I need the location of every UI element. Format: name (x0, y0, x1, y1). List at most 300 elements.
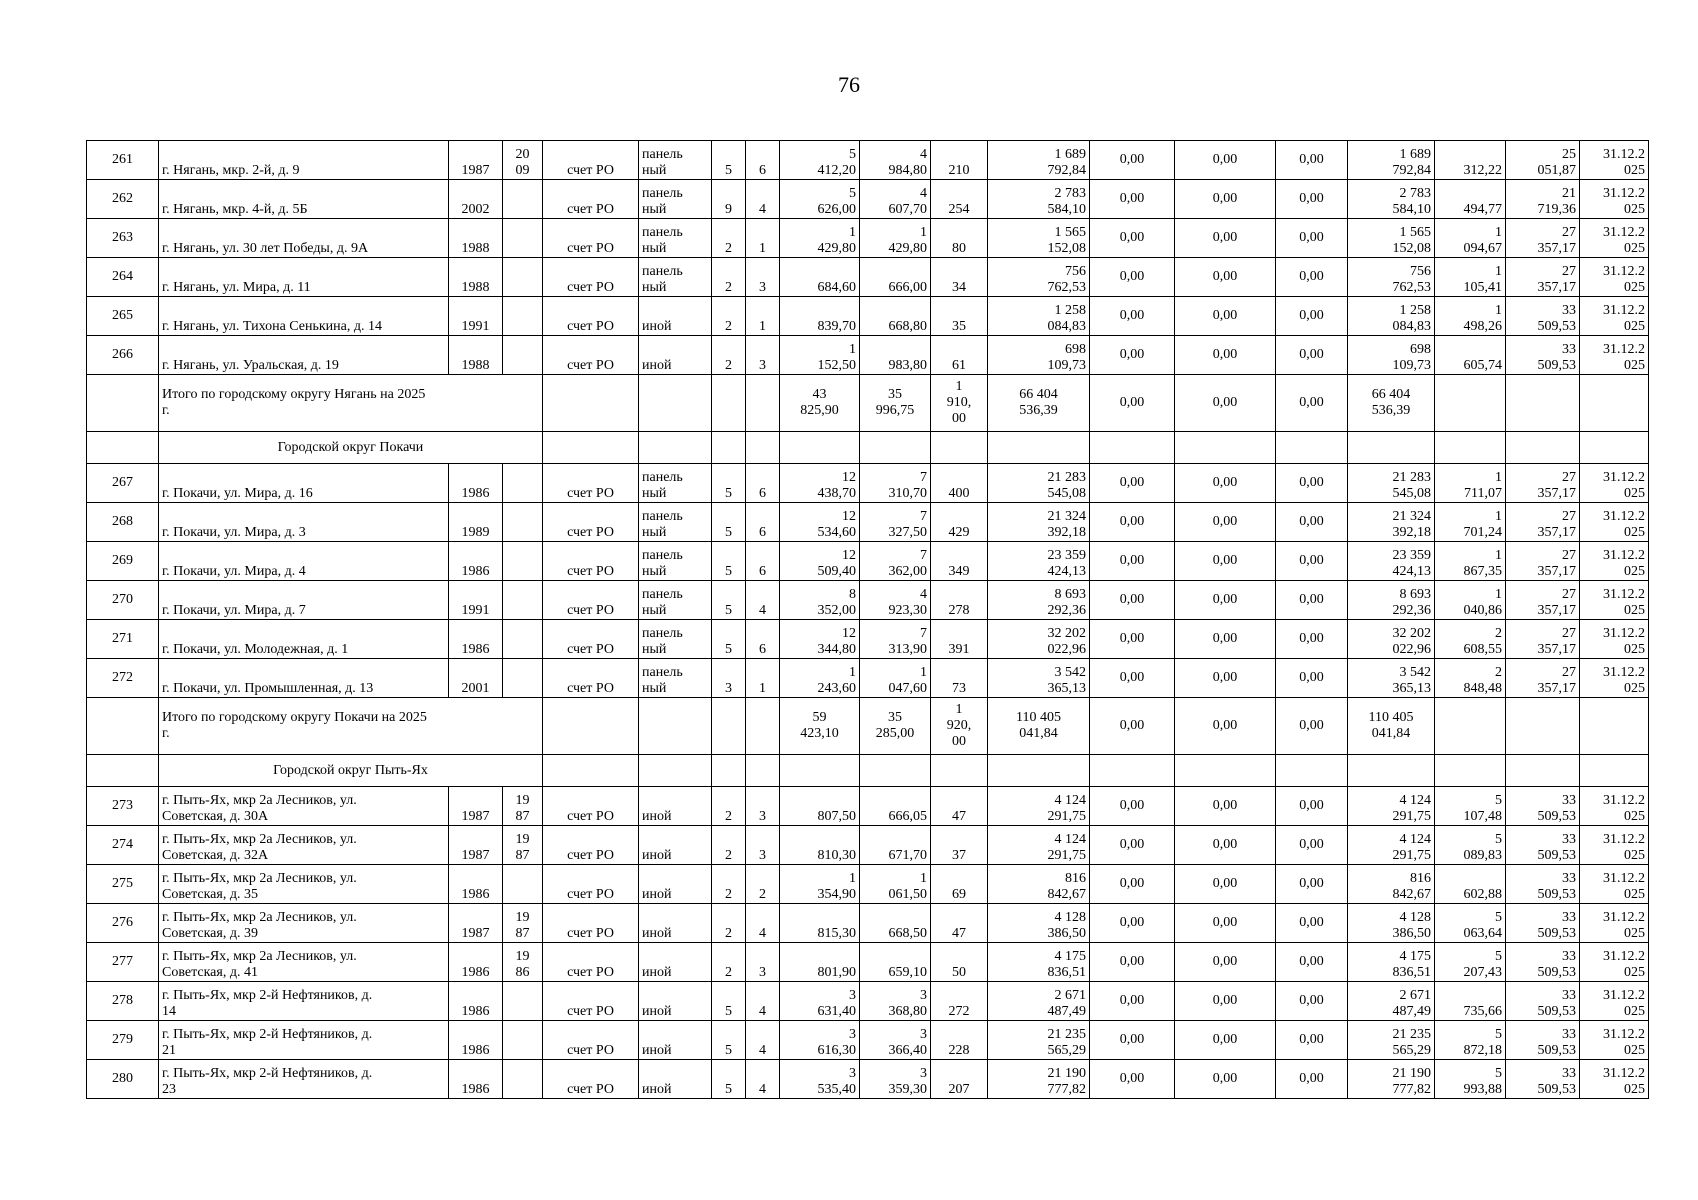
floors-cell: 2 (712, 219, 746, 258)
empty-cell (1435, 698, 1506, 755)
address-cell: г. Нягань, ул. Уральская, д. 19 (159, 336, 449, 375)
residents-cell: 254 (931, 180, 988, 219)
row-number-cell: 264 (87, 258, 159, 297)
total-area-cell: 801,90 (780, 943, 860, 982)
unit-cost-cell: 1 701,24 (1435, 503, 1506, 542)
cost-limit-cell: 33 509,53 (1506, 1021, 1580, 1060)
deadline-cell: 31.12.2 025 (1580, 1060, 1649, 1099)
wall-material-cell: иной (639, 336, 712, 375)
overhaul-year-cell (503, 336, 543, 375)
entrances-cell: 4 (746, 982, 780, 1021)
unit-cost-cell: 5 872,18 (1435, 1021, 1506, 1060)
residents-cell: 35 (931, 297, 988, 336)
other-funds-cell: 0,00 (1276, 982, 1348, 1021)
owners-fund-cell: 2 671 487,49 (1348, 982, 1435, 1021)
floors-cell: 5 (712, 982, 746, 1021)
empty-cell (639, 432, 712, 464)
empty-cell (1175, 432, 1276, 464)
empty-cell (1348, 755, 1435, 787)
owners-fund-cell: 23 359 424,13 (1348, 542, 1435, 581)
total-label-cell: Итого по городскому округу Нягань на 2025 г. (159, 375, 543, 432)
owners-fund-cell: 21 235 565,29 (1348, 1021, 1435, 1060)
owners-fund-cell: 4 124 291,75 (1348, 787, 1435, 826)
owners-fund-cell: 1 689 792,84 (1348, 141, 1435, 180)
cost-limit-cell: 33 509,53 (1506, 787, 1580, 826)
address-cell: г. Пыть-Ях, мкр 2-й Нефтяников, д. 23 (159, 1060, 449, 1099)
empty-cell (931, 755, 988, 787)
local-budget-cell: 0,00 (1175, 659, 1276, 698)
empty-cell (87, 755, 159, 787)
total-area-cell: 5 412,20 (780, 141, 860, 180)
floors-cell: 2 (712, 865, 746, 904)
address-cell: г. Нягань, ул. Мира, д. 11 (159, 258, 449, 297)
funding-source-cell: счет РО (543, 1060, 639, 1099)
residents-cell: 37 (931, 826, 988, 865)
funding-source-cell: счет РО (543, 865, 639, 904)
residents-cell: 61 (931, 336, 988, 375)
total-cost-cell: 816 842,67 (988, 865, 1090, 904)
funding-source-cell: счет РО (543, 258, 639, 297)
build-year-cell: 1988 (449, 336, 503, 375)
table-row (87, 180, 1649, 219)
floors-cell: 5 (712, 503, 746, 542)
deadline-cell: 31.12.2 025 (1580, 787, 1649, 826)
empty-cell (988, 432, 1090, 464)
local-budget-cell: 0,00 (1175, 581, 1276, 620)
deadline-cell: 31.12.2 025 (1580, 982, 1649, 1021)
funding-source-cell: счет РО (543, 464, 639, 503)
address-cell: г. Пыть-Ях, мкр 2а Лесников, ул. Советская, д. 35 (159, 865, 449, 904)
table-row (87, 787, 1649, 826)
total-area-cell: 3 631,40 (780, 982, 860, 1021)
wall-material-cell: панель ный (639, 503, 712, 542)
owners-fund-cell: 110 405 041,84 (1348, 698, 1435, 755)
total-area-cell: 12 438,70 (780, 464, 860, 503)
unit-cost-cell: 312,22 (1435, 141, 1506, 180)
regional-budget-cell: 0,00 (1090, 659, 1175, 698)
empty-cell (1506, 698, 1580, 755)
row-number-cell: 261 (87, 141, 159, 180)
row-number-cell: 272 (87, 659, 159, 698)
total-cost-cell: 66 404 536,39 (988, 375, 1090, 432)
table-row (87, 297, 1649, 336)
build-year-cell: 2002 (449, 180, 503, 219)
deadline-cell: 31.12.2 025 (1580, 943, 1649, 982)
total-cost-cell: 21 235 565,29 (988, 1021, 1090, 1060)
local-budget-cell: 0,00 (1175, 1060, 1276, 1099)
wall-material-cell: панель ный (639, 581, 712, 620)
residents-cell: 272 (931, 982, 988, 1021)
other-funds-cell: 0,00 (1276, 620, 1348, 659)
other-funds-cell: 0,00 (1276, 375, 1348, 432)
total-area-cell: 1 429,80 (780, 219, 860, 258)
living-area-cell: 3 366,40 (860, 1021, 931, 1060)
local-budget-cell: 0,00 (1175, 219, 1276, 258)
living-area-cell: 35 996,75 (860, 375, 931, 432)
other-funds-cell: 0,00 (1276, 336, 1348, 375)
wall-material-cell: панель ный (639, 659, 712, 698)
address-cell: г. Покачи, ул. Промышленная, д. 13 (159, 659, 449, 698)
empty-cell (1348, 432, 1435, 464)
table-row (87, 581, 1649, 620)
cost-limit-cell: 33 509,53 (1506, 297, 1580, 336)
owners-fund-cell: 21 324 392,18 (1348, 503, 1435, 542)
total-cost-cell: 698 109,73 (988, 336, 1090, 375)
regional-budget-cell: 0,00 (1090, 826, 1175, 865)
unit-cost-cell: 1 040,86 (1435, 581, 1506, 620)
address-cell: г. Пыть-Ях, мкр 2а Лесников, ул. Советская, д. 41 (159, 943, 449, 982)
empty-cell (1276, 755, 1348, 787)
regional-budget-cell: 0,00 (1090, 336, 1175, 375)
row-number-cell: 276 (87, 904, 159, 943)
living-area-cell: 4 923,30 (860, 581, 931, 620)
build-year-cell: 1988 (449, 258, 503, 297)
cost-limit-cell: 27 357,17 (1506, 464, 1580, 503)
floors-cell: 2 (712, 787, 746, 826)
deadline-cell: 31.12.2 025 (1580, 336, 1649, 375)
empty-cell (712, 698, 746, 755)
empty-cell (746, 698, 780, 755)
total-cost-cell: 4 124 291,75 (988, 826, 1090, 865)
table-row (87, 659, 1649, 698)
row-number-cell: 277 (87, 943, 159, 982)
owners-fund-cell: 4 128 386,50 (1348, 904, 1435, 943)
table-row (87, 1060, 1649, 1099)
deadline-cell: 31.12.2 025 (1580, 865, 1649, 904)
total-cost-cell: 2 783 584,10 (988, 180, 1090, 219)
unit-cost-cell: 2 848,48 (1435, 659, 1506, 698)
row-number-cell: 275 (87, 865, 159, 904)
empty-cell (543, 432, 639, 464)
cost-limit-cell: 27 357,17 (1506, 581, 1580, 620)
floors-cell: 2 (712, 297, 746, 336)
wall-material-cell: иной (639, 1060, 712, 1099)
total-cost-cell: 756 762,53 (988, 258, 1090, 297)
funding-source-cell: счет РО (543, 982, 639, 1021)
total-area-cell: 12 344,80 (780, 620, 860, 659)
total-area-cell: 807,50 (780, 787, 860, 826)
row-number-cell: 262 (87, 180, 159, 219)
total-cost-cell: 1 258 084,83 (988, 297, 1090, 336)
other-funds-cell: 0,00 (1276, 698, 1348, 755)
total-area-cell: 3 535,40 (780, 1060, 860, 1099)
cost-limit-cell: 33 509,53 (1506, 943, 1580, 982)
cost-limit-cell: 27 357,17 (1506, 659, 1580, 698)
row-number-cell: 265 (87, 297, 159, 336)
unit-cost-cell: 5 207,43 (1435, 943, 1506, 982)
residents-cell: 207 (931, 1060, 988, 1099)
build-year-cell: 1986 (449, 542, 503, 581)
total-cost-cell: 23 359 424,13 (988, 542, 1090, 581)
overhaul-year-cell (503, 659, 543, 698)
regional-budget-cell: 0,00 (1090, 620, 1175, 659)
address-cell: г. Пыть-Ях, мкр 2-й Нефтяников, д. 21 (159, 1021, 449, 1060)
total-area-cell: 1 152,50 (780, 336, 860, 375)
regional-budget-cell: 0,00 (1090, 865, 1175, 904)
table-row (87, 464, 1649, 503)
overhaul-year-cell: 19 87 (503, 826, 543, 865)
owners-fund-cell: 2 783 584,10 (1348, 180, 1435, 219)
deadline-cell: 31.12.2 025 (1580, 219, 1649, 258)
local-budget-cell: 0,00 (1175, 620, 1276, 659)
living-area-cell: 668,50 (860, 904, 931, 943)
other-funds-cell: 0,00 (1276, 464, 1348, 503)
entrances-cell: 1 (746, 219, 780, 258)
build-year-cell: 1991 (449, 581, 503, 620)
total-cost-cell: 21 283 545,08 (988, 464, 1090, 503)
funding-source-cell: счет РО (543, 336, 639, 375)
cost-limit-cell: 25 051,87 (1506, 141, 1580, 180)
local-budget-cell: 0,00 (1175, 464, 1276, 503)
floors-cell: 5 (712, 620, 746, 659)
wall-material-cell: иной (639, 297, 712, 336)
other-funds-cell: 0,00 (1276, 503, 1348, 542)
owners-fund-cell: 4 175 836,51 (1348, 943, 1435, 982)
total-area-cell: 815,30 (780, 904, 860, 943)
overhaul-year-cell: 19 87 (503, 787, 543, 826)
table-row (87, 943, 1649, 982)
regional-budget-cell: 0,00 (1090, 375, 1175, 432)
unit-cost-cell: 5 063,64 (1435, 904, 1506, 943)
owners-fund-cell: 66 404 536,39 (1348, 375, 1435, 432)
wall-material-cell: иной (639, 943, 712, 982)
section-header-row (87, 432, 1649, 464)
address-cell: г. Покачи, ул. Молодежная, д. 1 (159, 620, 449, 659)
total-cost-cell: 1 565 152,08 (988, 219, 1090, 258)
residents-cell: 47 (931, 787, 988, 826)
section-label-cell: Городской округ Покачи (159, 432, 543, 464)
overhaul-year-cell: 19 86 (503, 943, 543, 982)
empty-cell (746, 755, 780, 787)
residents-cell: 228 (931, 1021, 988, 1060)
row-number-cell: 267 (87, 464, 159, 503)
floors-cell: 2 (712, 258, 746, 297)
entrances-cell: 6 (746, 542, 780, 581)
deadline-cell: 31.12.2 025 (1580, 180, 1649, 219)
deadline-cell: 31.12.2 025 (1580, 581, 1649, 620)
wall-material-cell: панель ный (639, 542, 712, 581)
local-budget-cell: 0,00 (1175, 141, 1276, 180)
overhaul-year-cell (503, 297, 543, 336)
regional-budget-cell: 0,00 (1090, 219, 1175, 258)
build-year-cell: 1987 (449, 787, 503, 826)
address-cell: г. Пыть-Ях, мкр 2а Лесников, ул. Советская, д. 30А (159, 787, 449, 826)
build-year-cell: 1986 (449, 620, 503, 659)
living-area-cell: 659,10 (860, 943, 931, 982)
total-cost-cell: 4 175 836,51 (988, 943, 1090, 982)
address-cell: г. Нягань, ул. 30 лет Победы, д. 9А (159, 219, 449, 258)
local-budget-cell: 0,00 (1175, 787, 1276, 826)
entrances-cell: 6 (746, 141, 780, 180)
address-cell: г. Покачи, ул. Мира, д. 7 (159, 581, 449, 620)
build-year-cell: 1987 (449, 141, 503, 180)
total-area-cell: 810,30 (780, 826, 860, 865)
owners-fund-cell: 1 258 084,83 (1348, 297, 1435, 336)
regional-budget-cell: 0,00 (1090, 787, 1175, 826)
row-number-cell: 280 (87, 1060, 159, 1099)
wall-material-cell: панель ный (639, 464, 712, 503)
living-area-cell: 1 429,80 (860, 219, 931, 258)
cost-limit-cell: 27 357,17 (1506, 542, 1580, 581)
empty-cell (780, 432, 860, 464)
unit-cost-cell: 2 608,55 (1435, 620, 1506, 659)
empty-cell (1090, 755, 1175, 787)
overhaul-year-cell (503, 1021, 543, 1060)
build-year-cell: 1986 (449, 1060, 503, 1099)
total-row (87, 375, 1649, 432)
entrances-cell: 6 (746, 503, 780, 542)
entrances-cell: 6 (746, 464, 780, 503)
row-number-cell: 278 (87, 982, 159, 1021)
floors-cell: 2 (712, 904, 746, 943)
overhaul-year-cell (503, 982, 543, 1021)
empty-cell (1090, 432, 1175, 464)
deadline-cell: 31.12.2 025 (1580, 620, 1649, 659)
entrances-cell: 2 (746, 865, 780, 904)
living-area-cell: 671,70 (860, 826, 931, 865)
deadline-cell: 31.12.2 025 (1580, 659, 1649, 698)
total-cost-cell: 21 190 777,82 (988, 1060, 1090, 1099)
funding-source-cell: счет РО (543, 943, 639, 982)
cost-limit-cell: 21 719,36 (1506, 180, 1580, 219)
deadline-cell: 31.12.2 025 (1580, 503, 1649, 542)
table-row (87, 826, 1649, 865)
deadline-cell: 31.12.2 025 (1580, 1021, 1649, 1060)
build-year-cell: 1987 (449, 904, 503, 943)
local-budget-cell: 0,00 (1175, 258, 1276, 297)
regional-budget-cell: 0,00 (1090, 698, 1175, 755)
funding-source-cell: счет РО (543, 503, 639, 542)
overhaul-year-cell (503, 219, 543, 258)
table-row (87, 141, 1649, 180)
build-year-cell: 1986 (449, 1021, 503, 1060)
empty-cell (1435, 755, 1506, 787)
local-budget-cell: 0,00 (1175, 904, 1276, 943)
empty-cell (860, 432, 931, 464)
total-row (87, 698, 1649, 755)
empty-cell (1276, 432, 1348, 464)
address-cell: г. Покачи, ул. Мира, д. 4 (159, 542, 449, 581)
total-cost-cell: 1 689 792,84 (988, 141, 1090, 180)
table-row (87, 542, 1649, 581)
build-year-cell: 1986 (449, 865, 503, 904)
row-number-cell: 269 (87, 542, 159, 581)
floors-cell: 5 (712, 581, 746, 620)
residents-cell: 391 (931, 620, 988, 659)
funding-source-cell: счет РО (543, 659, 639, 698)
entrances-cell: 3 (746, 943, 780, 982)
unit-cost-cell: 5 993,88 (1435, 1060, 1506, 1099)
funding-source-cell: счет РО (543, 826, 639, 865)
total-cost-cell: 8 693 292,36 (988, 581, 1090, 620)
regional-budget-cell: 0,00 (1090, 904, 1175, 943)
table-row (87, 904, 1649, 943)
overhaul-year-cell: 20 09 (503, 141, 543, 180)
residents-cell: 1 920, 00 (931, 698, 988, 755)
residents-cell: 73 (931, 659, 988, 698)
entrances-cell: 4 (746, 904, 780, 943)
empty-cell (746, 375, 780, 432)
cost-limit-cell: 27 357,17 (1506, 219, 1580, 258)
row-number-cell: 263 (87, 219, 159, 258)
living-area-cell: 7 310,70 (860, 464, 931, 503)
local-budget-cell: 0,00 (1175, 698, 1276, 755)
overhaul-year-cell (503, 865, 543, 904)
overhaul-year-cell (503, 258, 543, 297)
total-area-cell: 12 534,60 (780, 503, 860, 542)
empty-cell (780, 755, 860, 787)
address-cell: г. Нягань, ул. Тихона Сенькина, д. 14 (159, 297, 449, 336)
local-budget-cell: 0,00 (1175, 503, 1276, 542)
cost-limit-cell: 33 509,53 (1506, 1060, 1580, 1099)
total-cost-cell: 4 128 386,50 (988, 904, 1090, 943)
residents-cell: 50 (931, 943, 988, 982)
wall-material-cell: иной (639, 826, 712, 865)
cost-limit-cell: 33 509,53 (1506, 826, 1580, 865)
regional-budget-cell: 0,00 (1090, 141, 1175, 180)
deadline-cell: 31.12.2 025 (1580, 258, 1649, 297)
empty-cell (712, 432, 746, 464)
empty-cell (931, 432, 988, 464)
owners-fund-cell: 698 109,73 (1348, 336, 1435, 375)
address-cell: г. Нягань, мкр. 2-й, д. 9 (159, 141, 449, 180)
living-area-cell: 7 313,90 (860, 620, 931, 659)
local-budget-cell: 0,00 (1175, 982, 1276, 1021)
local-budget-cell: 0,00 (1175, 1021, 1276, 1060)
total-area-cell: 839,70 (780, 297, 860, 336)
deadline-cell: 31.12.2 025 (1580, 297, 1649, 336)
unit-cost-cell: 5 107,48 (1435, 787, 1506, 826)
total-area-cell: 1 354,90 (780, 865, 860, 904)
deadline-cell: 31.12.2 025 (1580, 141, 1649, 180)
living-area-cell: 3 359,30 (860, 1060, 931, 1099)
cost-limit-cell: 33 509,53 (1506, 982, 1580, 1021)
build-year-cell: 1986 (449, 982, 503, 1021)
housing-registry-table (86, 140, 1649, 1099)
empty-cell (1580, 375, 1649, 432)
row-number-cell: 273 (87, 787, 159, 826)
empty-cell (1580, 432, 1649, 464)
unit-cost-cell: 1 498,26 (1435, 297, 1506, 336)
wall-material-cell: иной (639, 1021, 712, 1060)
table-row (87, 336, 1649, 375)
owners-fund-cell: 21 190 777,82 (1348, 1060, 1435, 1099)
empty-cell (87, 375, 159, 432)
unit-cost-cell: 5 089,83 (1435, 826, 1506, 865)
local-budget-cell: 0,00 (1175, 865, 1276, 904)
table-row (87, 865, 1649, 904)
cost-limit-cell: 27 357,17 (1506, 620, 1580, 659)
entrances-cell: 4 (746, 180, 780, 219)
total-area-cell: 1 243,60 (780, 659, 860, 698)
build-year-cell: 1986 (449, 943, 503, 982)
funding-source-cell: счет РО (543, 297, 639, 336)
floors-cell: 3 (712, 659, 746, 698)
deadline-cell: 31.12.2 025 (1580, 542, 1649, 581)
other-funds-cell: 0,00 (1276, 659, 1348, 698)
residents-cell: 278 (931, 581, 988, 620)
overhaul-year-cell (503, 180, 543, 219)
local-budget-cell: 0,00 (1175, 826, 1276, 865)
regional-budget-cell: 0,00 (1090, 943, 1175, 982)
build-year-cell: 1989 (449, 503, 503, 542)
overhaul-year-cell (503, 581, 543, 620)
funding-source-cell: счет РО (543, 581, 639, 620)
empty-cell (712, 375, 746, 432)
funding-source-cell: счет РО (543, 787, 639, 826)
owners-fund-cell: 816 842,67 (1348, 865, 1435, 904)
table-row (87, 258, 1649, 297)
